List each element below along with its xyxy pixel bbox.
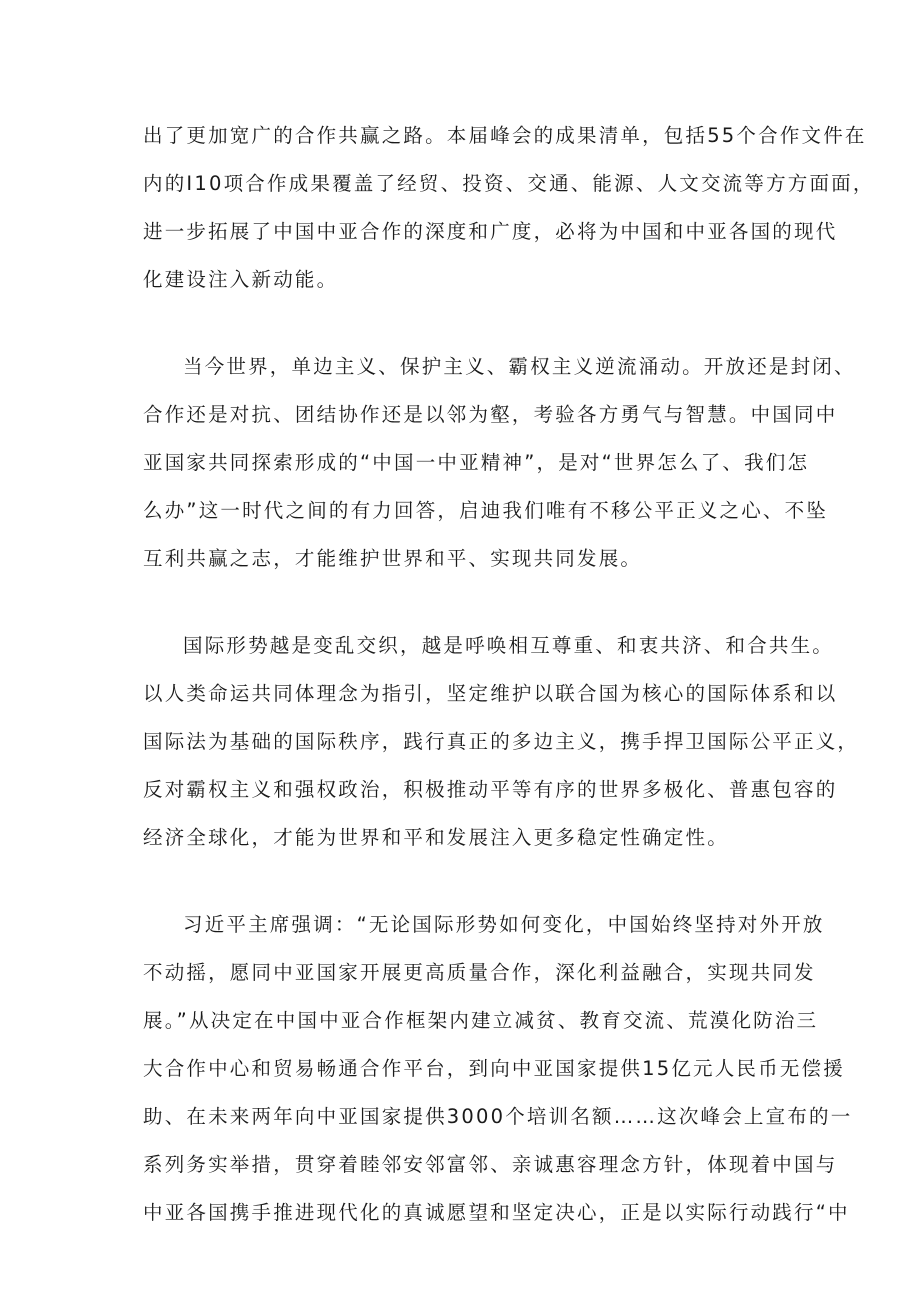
text-line: 进一步拓展了中国中亚合作的深度和广度，必将为中国和中亚各国的现代 [143, 220, 838, 243]
text-line: 化建设注入新动能。 [143, 268, 339, 291]
text-line: 互利共赢之志，才能维护世界和平、实现共同发展。 [143, 547, 643, 570]
text-line: 国际法为基础的国际秩序，践行真正的多边主义，携手捍卫国际公平正义， [143, 730, 860, 753]
article-body [143, 112, 875, 1237]
text-line: 出了更加宽广的合作共赢之路。本届峰会的成果清单，包括55个合作文件在 [143, 124, 867, 147]
text-line: 么办”这一时代之间的有力回答，启迪我们唯有不移公平正义之心、不坠 [143, 499, 829, 522]
text-line: 大合作中心和贸易畅通合作平台，到向中亚国家提供15亿元人民币无偿援 [143, 1057, 845, 1080]
paragraph-1 [143, 112, 875, 304]
paragraph-3 [143, 622, 860, 862]
text-line: 不动摇，愿同中亚国家开展更高质量合作，深化利益融合，实现共同发 [143, 961, 816, 984]
paragraph-4 [143, 901, 853, 1237]
paragraph-2 [143, 343, 856, 583]
text-line: 合作还是对抗、团结协作还是以邻为壑，考验各方勇气与智慧。中国同中 [143, 403, 838, 426]
text-line: 经济全球化，才能为世界和平和发展注入更多稳定性确定性。 [143, 826, 729, 849]
text-line: 反对霸权主义和强权政治，积极推动平等有序的世界多极化、普惠包容的 [143, 778, 838, 801]
text-line: 中亚各国携手推进现代化的真诚愿望和坚定决心，正是以实际行动践行“中 [143, 1201, 850, 1224]
text-line: 系列务实举措，贯穿着睦邻安邻富邻、亲诚惠容理念方针，体现着中国与 [143, 1153, 838, 1176]
text-line: 习近平主席强调：“无论国际形势如何变化，中国始终坚持对外开放 [183, 913, 825, 936]
text-line: 内的I10项合作成果覆盖了经贸、投资、交通、能源、人文交流等方方面面， [143, 172, 875, 195]
text-line: 当今世界，单边主义、保护主义、霸权主义逆流涌动。开放还是封闭、 [183, 355, 856, 378]
text-line: 助、在未来两年向中亚国家提供3000个培训名额……这次峰会上宣布的一 [143, 1105, 853, 1128]
text-line: 以人类命运共同体理念为指引，坚定维护以联合国为核心的国际体系和以 [143, 682, 838, 705]
text-line: 国际形势越是变乱交织，越是呼唤相互尊重、和衷共济、和合共生。 [183, 634, 835, 657]
text-line: 展。”从决定在中国中亚合作框架内建立减贫、教育交流、荒漠化防治三 [143, 1009, 819, 1032]
text-line: 亚国家共同探索形成的“中国一中亚精神”，是对“世界怎么了、我们怎 [143, 451, 810, 474]
